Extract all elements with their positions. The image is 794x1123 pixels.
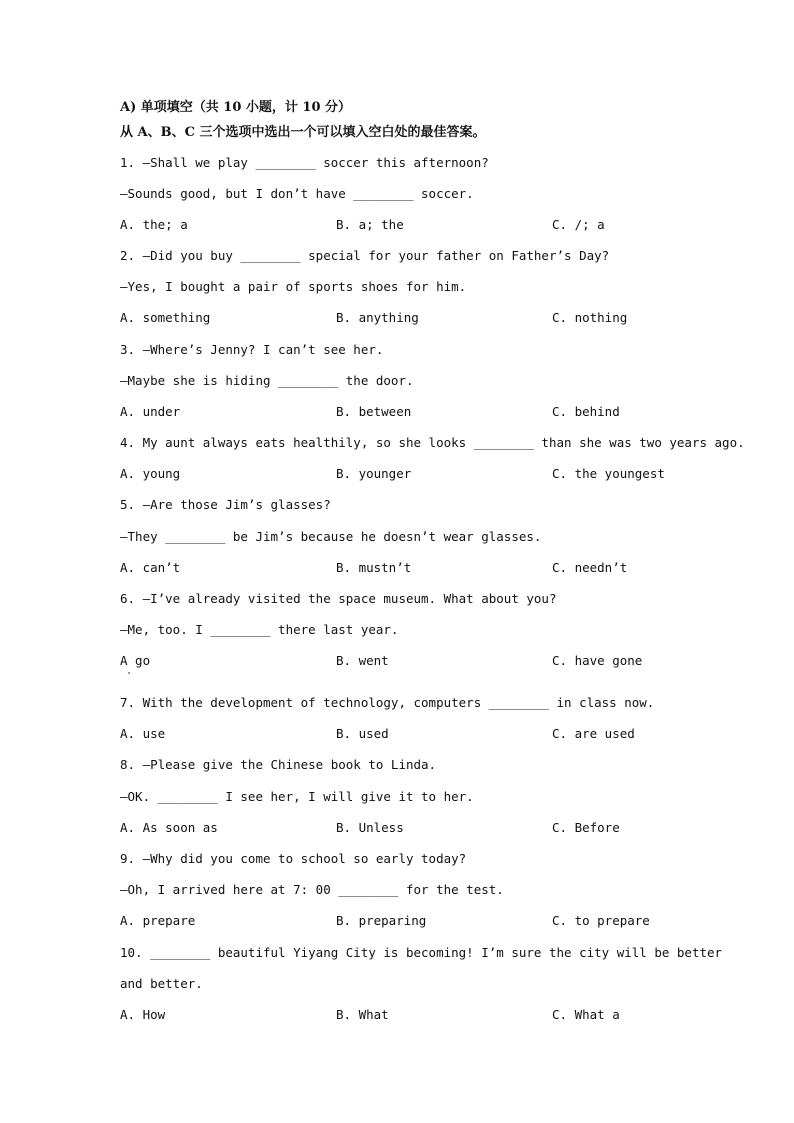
question-8-prompt: 8. —Please give the Chinese book to Linda. (120, 757, 437, 772)
option-b: B. mustn’t (336, 560, 412, 575)
question-10-prompt: 10. ________ beautiful Yiyang City is becoming! I’m sure the city will be better (120, 945, 723, 960)
question-7-prompt: 7. With the development of technology, computers ________ in class now. (120, 695, 655, 710)
option-b: B. What (336, 1007, 389, 1022)
question-10-prompt-continued: and better. (120, 976, 203, 991)
option-b: B. younger (336, 466, 412, 481)
option-a: A. something (120, 310, 211, 325)
section-instruction: 从 A、B、C 三个选项中选出一个可以填入空白处的最佳答案。 (120, 125, 486, 140)
option-a: A go (120, 653, 151, 668)
option-c: C. needn’t (552, 560, 628, 575)
question-9-options (120, 913, 680, 929)
option-c: C. the youngest (552, 466, 665, 481)
option-b: B. Unless (336, 820, 404, 835)
question-1-prompt: 1. —Shall we play ________ soccer this afternoon? (120, 155, 489, 170)
option-c: C. have gone (552, 653, 643, 668)
option-b: B. preparing (336, 913, 427, 928)
option-c: C. nothing (552, 310, 628, 325)
question-6-prompt: 6. —I’ve already visited the space museum. What about you? (120, 591, 557, 606)
option-c: C. behind (552, 404, 620, 419)
question-3-prompt: 3. —Where’s Jenny? I can’t see her. (120, 342, 384, 357)
option-c: C. /; a (552, 217, 605, 232)
question-8-options (120, 820, 680, 836)
question-3-response: —Maybe she is hiding ________ the door. (120, 373, 414, 388)
option-b: B. anything (336, 310, 419, 325)
question-2-response: —Yes, I bought a pair of sports shoes for him. (120, 279, 467, 294)
question-10-options (120, 1007, 680, 1023)
question-9-prompt: 9. —Why did you come to school so early today? (120, 851, 467, 866)
question-7-options (120, 726, 680, 742)
option-c: C. Before (552, 820, 620, 835)
option-a: A. How (120, 1007, 166, 1022)
question-6-response: —Me, too. I ________ there last year. (120, 622, 399, 637)
option-b: B. used (336, 726, 389, 741)
option-a: A. can’t (120, 560, 181, 575)
option-a: A. prepare (120, 913, 196, 928)
question-6-options (120, 653, 680, 669)
question-1-response: —Sounds good, but I don’t have ________ soccer. (120, 186, 474, 201)
question-4-options (120, 466, 680, 482)
section-title: A) 单项填空（共 10 小题，计 10 分） (120, 100, 352, 115)
option-c: C. to prepare (552, 913, 650, 928)
option-b: B. went (336, 653, 389, 668)
option-b: B. a; the (336, 217, 404, 232)
option-c: C. What a (552, 1007, 620, 1022)
option-a: A. under (120, 404, 181, 419)
option-a: A. As soon as (120, 820, 218, 835)
option-a: A. the; a (120, 217, 188, 232)
question-1-options (120, 217, 680, 233)
print-speck (128, 672, 130, 674)
question-5-response: —They ________ be Jim’s because he doesn’t wear glasses. (120, 529, 542, 544)
option-a: A. use (120, 726, 166, 741)
question-3-options (120, 404, 680, 420)
option-c: C. are used (552, 726, 635, 741)
question-5-prompt: 5. —Are those Jim’s glasses? (120, 497, 331, 512)
question-4-prompt: 4. My aunt always eats healthily, so she looks ________ than she was two years ago. (120, 435, 745, 450)
question-2-prompt: 2. —Did you buy ________ special for your father on Father’s Day? (120, 248, 610, 263)
question-5-options (120, 560, 680, 576)
question-8-response: —OK. ________ I see her, I will give it to her. (120, 789, 474, 804)
question-2-options (120, 310, 680, 326)
option-a: A. young (120, 466, 181, 481)
question-9-response: —Oh, I arrived here at 7: 00 ________ for the test. (120, 882, 504, 897)
option-b: B. between (336, 404, 412, 419)
